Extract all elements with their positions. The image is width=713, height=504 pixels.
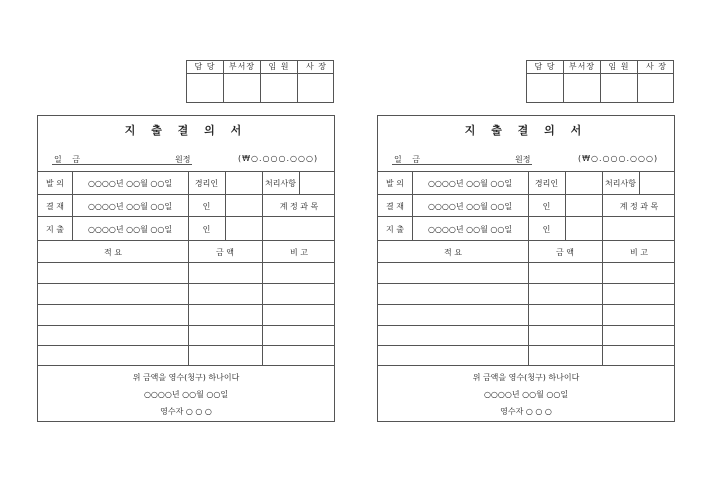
footer-receiver[interactable]: 영수자 ○ ○ ○ xyxy=(160,407,212,416)
column-header-note: 비 고 xyxy=(290,248,308,257)
row-date-approval[interactable]: ○○○○년 ○○월 ○○일 xyxy=(427,202,513,211)
column-header-amount: 금 액 xyxy=(216,248,234,257)
row-processing-label: 처리사항 xyxy=(605,179,636,188)
amount-unit: 원정 xyxy=(175,155,191,164)
row-date-proposal[interactable]: ○○○○년 ○○월 ○○일 xyxy=(87,179,173,188)
amount-value[interactable]: (₩○.○○○.○○○) xyxy=(238,154,319,163)
row-role-seal: 인 xyxy=(542,202,551,211)
row-role-seal: 인 xyxy=(542,225,551,234)
footer-receiver[interactable]: 영수자 ○ ○ ○ xyxy=(500,407,552,416)
approval-cell-executive[interactable]: 임 원 xyxy=(261,61,298,102)
column-header-summary: 적 요 xyxy=(104,248,122,257)
approval-box xyxy=(186,60,334,103)
row-date-payment[interactable]: ○○○○년 ○○월 ○○일 xyxy=(87,225,173,234)
row-label-payment: 지 출 xyxy=(46,225,64,234)
footer-statement: 위 금액을 영수(청구) 하나이다 xyxy=(132,373,240,382)
footer-statement: 위 금액을 영수(청구) 하나이다 xyxy=(472,373,580,382)
amount-value[interactable]: (₩○.○○○.○○○) xyxy=(578,154,659,163)
row-account-label: 계 정 과 목 xyxy=(279,202,319,211)
approval-cell-staff[interactable]: 담 당 xyxy=(187,61,224,102)
amount-label: 일 금 xyxy=(54,155,84,164)
amount-label: 일 금 xyxy=(394,155,424,164)
row-role-accountant: 경리인 xyxy=(194,179,219,188)
approval-cell-dept-head[interactable]: 부서장 xyxy=(224,61,261,102)
column-header-note: 비 고 xyxy=(630,248,648,257)
amount-underline xyxy=(392,164,532,165)
form-title: 지 출 결 의 서 xyxy=(124,124,248,137)
approval-cell-president[interactable]: 사 장 xyxy=(646,62,667,71)
expense-sheet xyxy=(37,115,335,422)
row-processing-label: 처리사항 xyxy=(265,179,296,188)
row-label-proposal: 발 의 xyxy=(386,179,404,188)
form-title: 지 출 결 의 서 xyxy=(464,124,588,137)
footer-date[interactable]: ○○○○년 ○○월 ○○일 xyxy=(143,390,229,399)
row-role-seal: 인 xyxy=(202,225,211,234)
row-role-accountant: 경리인 xyxy=(534,179,559,188)
footer-date[interactable]: ○○○○년 ○○월 ○○일 xyxy=(483,390,569,399)
expense-form-left xyxy=(36,0,336,504)
row-label-approval: 결 재 xyxy=(386,202,404,211)
approval-cell-executive[interactable]: 임 원 xyxy=(601,61,638,102)
column-header-amount: 금 액 xyxy=(556,248,574,257)
row-label-payment: 지 출 xyxy=(386,225,404,234)
expense-form-right xyxy=(376,0,676,504)
approval-cell-president[interactable]: 사 장 xyxy=(306,62,327,71)
amount-unit: 원정 xyxy=(515,155,531,164)
column-header-summary: 적 요 xyxy=(444,248,462,257)
row-label-proposal: 발 의 xyxy=(46,179,64,188)
row-label-approval: 결 재 xyxy=(46,202,64,211)
row-date-payment[interactable]: ○○○○년 ○○월 ○○일 xyxy=(427,225,513,234)
expense-sheet xyxy=(377,115,675,422)
row-account-label: 계 정 과 목 xyxy=(619,202,659,211)
approval-cell-staff[interactable]: 담 당 xyxy=(527,61,564,102)
amount-underline xyxy=(52,164,192,165)
row-date-approval[interactable]: ○○○○년 ○○월 ○○일 xyxy=(87,202,173,211)
row-date-proposal[interactable]: ○○○○년 ○○월 ○○일 xyxy=(427,179,513,188)
approval-box xyxy=(526,60,674,103)
row-role-seal: 인 xyxy=(202,202,211,211)
approval-cell-dept-head[interactable]: 부서장 xyxy=(564,61,601,102)
